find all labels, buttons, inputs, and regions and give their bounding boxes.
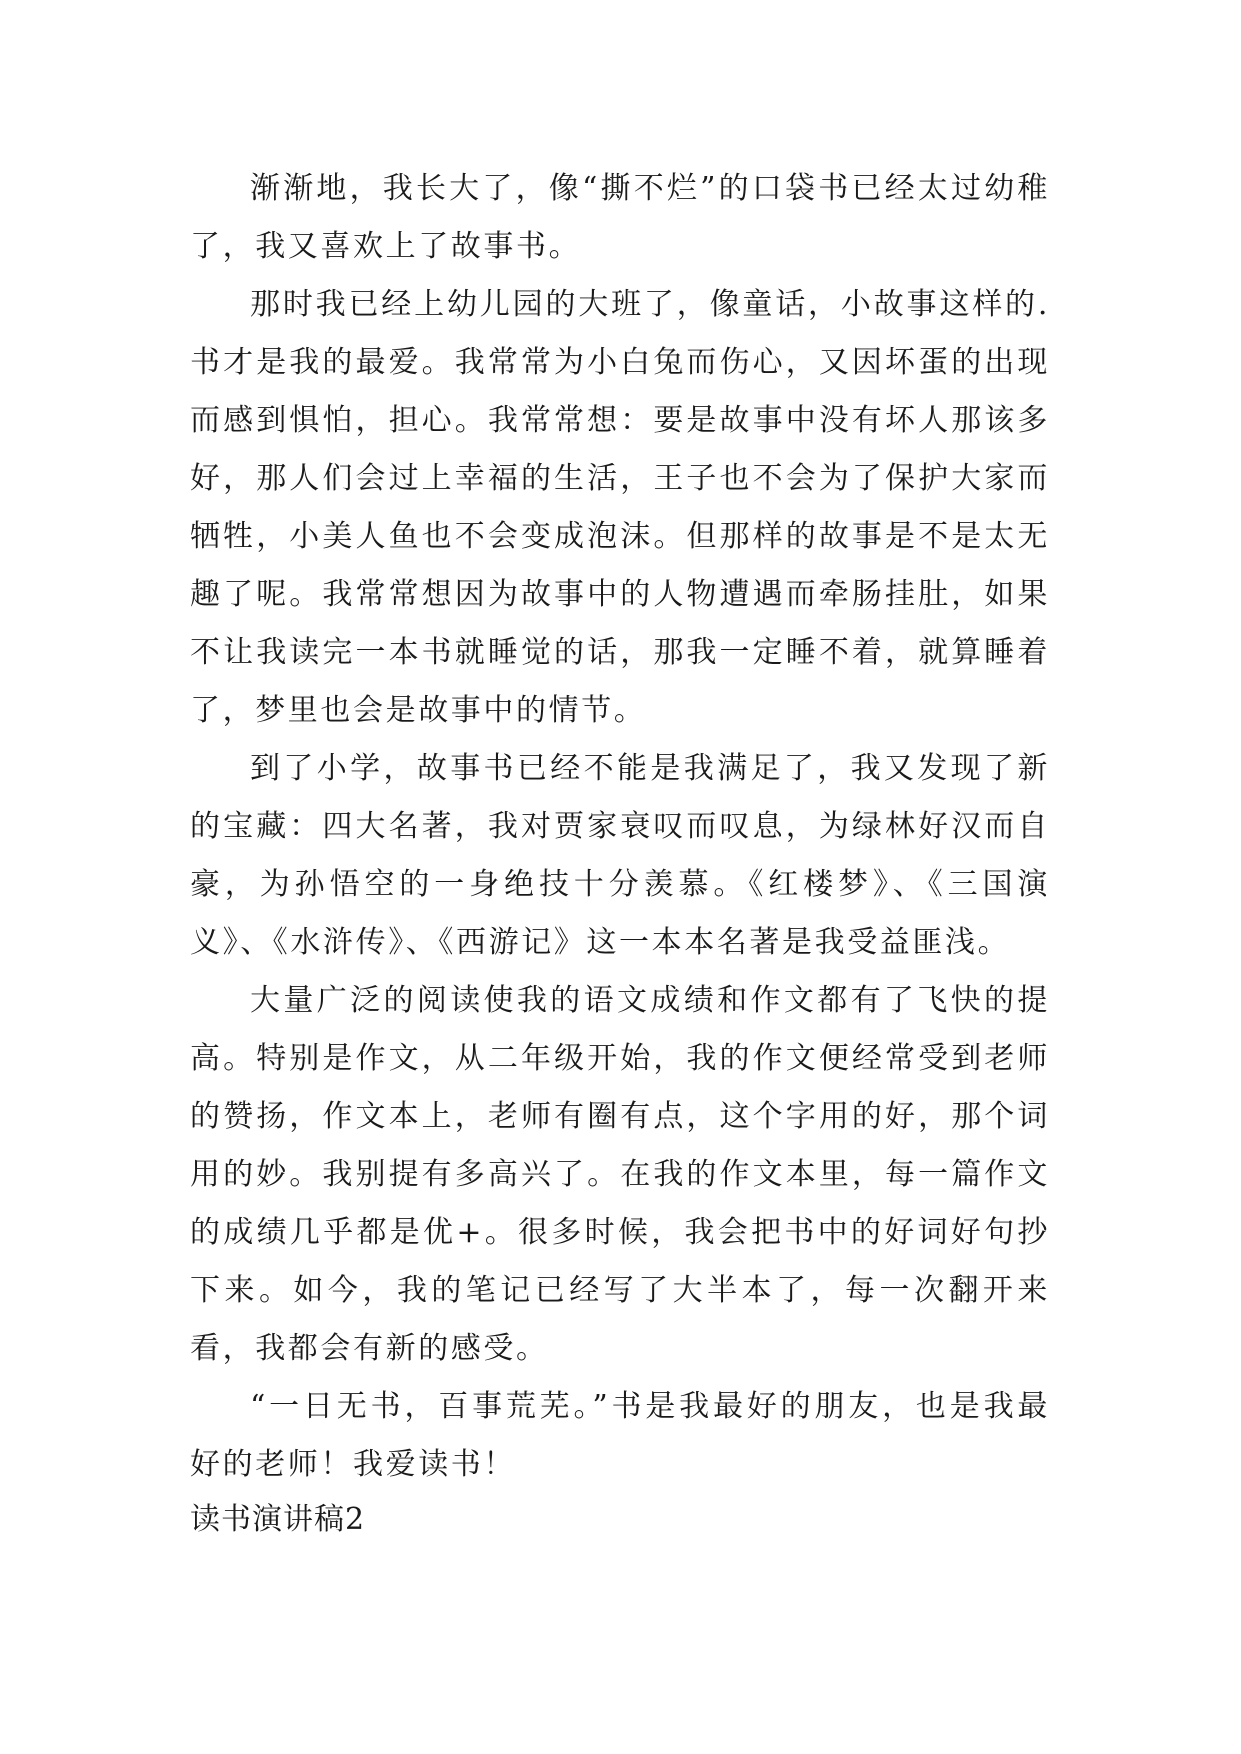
document-body [190, 160, 1050, 1546]
paragraph-1: 渐渐地，我长大了，像“撕不烂”的口袋书已经太过幼稚了，我又喜欢上了故事书。 [190, 171, 1050, 264]
paragraph-4: 大量广泛的阅读使我的语文成绩和作文都有了飞快的提高。特别是作文，从二年级开始，我的作文便经常受到老师的赞扬，作文本上，老师有圈有点，这个字用的好，那个词用的妙。我别提有多高兴了。在我的作文本里，每一篇作文的成绩几乎都是优+。很多时候，我会把书中的好词好句抄下来。如今，我的笔记已经写了大半本了，每一次翻开来看，我都会有新的感受。 [190, 983, 1050, 1366]
paragraph-3: 到了小学，故事书已经不能是我满足了，我又发现了新的宝藏：四大名著，我对贾家衰叹而叹息，为绿林好汉而自豪，为孙悟空的一身绝技十分羡慕。《红楼梦》、《三国演义》、《水浒传》、《西游记》这一本本名著是我受益匪浅。 [190, 751, 1050, 960]
section-heading: 读书演讲稿2 [190, 1502, 366, 1537]
paragraph-2: 那时我已经上幼儿园的大班了，像童话，小故事这样的.书才是我的最爱。我常常为小白兔而伤心，又因坏蛋的出现而感到惧怕，担心。我常常想：要是故事中没有坏人那该多好，那人们会过上幸福的生活，王子也不会为了保护大家而牺牲，小美人鱼也不会变成泡沫。但那样的故事是不是太无趣了呢。我常常想因为故事中的人物遭遇而牵肠挂肚，如果不让我读完一本书就睡觉的话，那我一定睡不着，就算睡着了，梦里也会是故事中的情节。 [190, 287, 1050, 728]
paragraph-5: “一日无书，百事荒芜。”书是我最好的朋友，也是我最好的老师！我爱读书！ [190, 1389, 1050, 1482]
